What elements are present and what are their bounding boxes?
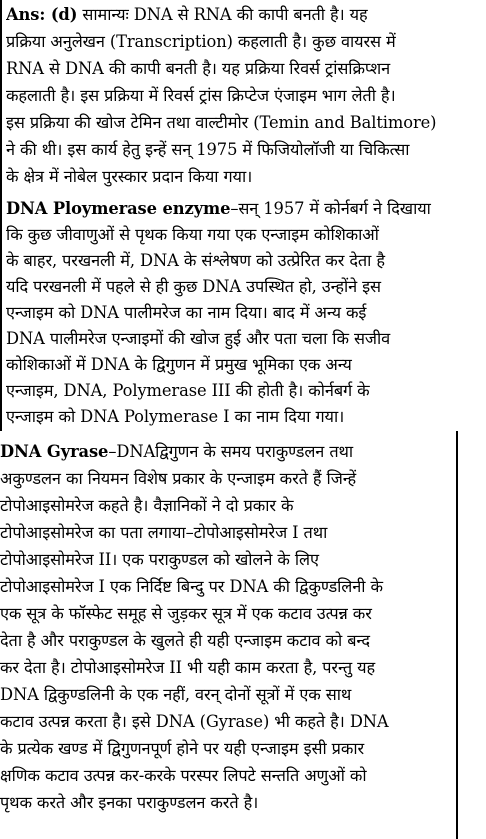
- text-line: [0, 439, 454, 465]
- gyrase-section: [0, 437, 456, 839]
- text-line: [6, 164, 462, 190]
- text-line: [6, 56, 462, 82]
- line-text: एन्जाइम, DNA, Polymerase III की होती है। कोर्नबर्ग के: [6, 381, 370, 400]
- text-line: [6, 352, 462, 378]
- line-text: ने की थी। इस कार्य हेतु इन्हें सन् 1975 में फिजियोलॉजी या चिकित्सा: [6, 140, 410, 159]
- text-line: [6, 2, 462, 28]
- text-line: [6, 300, 462, 326]
- line-text: DNA पालीमरेज एन्जाइमों की खोज हुई और पता चला कि सजीव: [6, 329, 391, 348]
- text-line: [0, 493, 454, 519]
- column-divider: [456, 431, 458, 839]
- line-text: एक सूत्र के फॉस्फेट समूह से जुड़कर सूत्र में एक कटाव उत्पन्न कर: [0, 604, 372, 623]
- text-line: [0, 466, 454, 492]
- line-text: एन्जाइम को DNA पालीमरेज का नाम दिया। बाद में अन्य कई: [6, 303, 367, 322]
- text-line: [0, 520, 454, 546]
- line-text: अकुण्डलन का नियमन विशेष प्रकार के एन्जाइम करते हैं जिन्हें: [0, 469, 357, 488]
- line-text: RNA से DNA की कापी बनती है। यह प्रक्रिया रिवर्स ट्रांसक्रिप्शन: [6, 59, 390, 78]
- text-line: [0, 763, 454, 789]
- line-text: टोपोआइसोमरेज का पता लगाया–टोपोआइसोमरेज I तथा: [0, 523, 328, 542]
- text-line: [0, 574, 454, 600]
- line-text: सामान्यः DNA से RNA की कापी बनती है। यह: [77, 5, 368, 24]
- line-text: क्षणिक कटाव उत्पन्न कर-करके परस्पर लिपटे सन्तति अणुओं को: [0, 766, 367, 785]
- text-line: [6, 222, 462, 248]
- line-text: यदि परखनली में पहले से ही कुछ DNA उपस्थित हो, उन्होंने इस: [6, 277, 381, 296]
- line-text: टोपोआइसोमरेज I एक निर्दिष्ट बिन्दु पर DNA की द्विकुण्डलिनी के: [0, 577, 383, 596]
- text-line: [6, 248, 462, 274]
- line-text: कोशिकाओं में DNA के द्विगुणन में प्रमुख भूमिका एक अन्य: [6, 355, 352, 374]
- line-text: कहलाती है। इस प्रक्रिया में रिवर्स ट्रांस क्रिप्टेज एंजाइम भाग लेती है।: [6, 86, 396, 105]
- text-line: [6, 110, 462, 136]
- line-text: पृथक करते और इनका पराकुण्डलन करते है।: [0, 793, 259, 812]
- section-heading: DNA Gyrase: [0, 442, 109, 461]
- line-text: के क्षेत्र में नोबेल पुरस्कार प्रदान किया गया।: [6, 167, 253, 186]
- line-text: प्रक्रिया अनुलेखन (Transcription) कहलाती है। कुछ वायरस में: [6, 32, 396, 51]
- line-text: कर देता है। टोपोआइसोमरेज II भी यही काम करता है, परन्तु यह: [0, 658, 376, 677]
- section-heading: DNA Ploymerase enzyme: [6, 199, 231, 218]
- line-text: DNA द्विकुण्डलिनी के एक नहीं, वरन् दोनों सूत्रों में एक साथ: [0, 685, 352, 704]
- line-text: कटाव उत्पन्न करता है। इसे DNA (Gyrase) भी कहते है। DNA: [0, 712, 389, 731]
- text-line: [6, 137, 462, 163]
- text-line: [0, 547, 454, 573]
- text-line: [0, 601, 454, 627]
- answer-section: [0, 0, 464, 191]
- text-line: [6, 274, 462, 300]
- text-line: [6, 29, 462, 55]
- line-text: टोपोआइसोमरेज कहते है। वैज्ञानिकों ने दो प्रकार के: [0, 496, 294, 515]
- polymerase-section: [0, 190, 464, 431]
- line-text: इस प्रक्रिया की खोज टेमिन तथा वाल्टीमोर (Temin and Baltimore): [6, 113, 437, 132]
- text-line: [0, 628, 454, 654]
- text-line: [0, 655, 454, 681]
- text-line: [6, 83, 462, 109]
- text-line: [6, 378, 462, 404]
- text-line: [6, 196, 462, 222]
- text-line: [6, 404, 462, 430]
- line-text: के बाहर, परखनली में, DNA के संश्लेषण को उत्प्रेरित कर देता है: [6, 251, 385, 270]
- answer-label: Ans: (d): [6, 5, 78, 24]
- text-line: [0, 790, 454, 816]
- line-text: कि कुछ जीवाणुओं से पृथक किया गया एक एन्जाइम कोशिकाओं: [6, 225, 379, 244]
- line-text: टोपोआइसोमरेज II। एक पराकुण्डल को खोलने के लिए: [0, 550, 319, 569]
- line-text: के प्रत्येक खण्ड में द्विगुणनपूर्ण होने पर यही एन्जाइम इसी प्रकार: [0, 739, 365, 758]
- line-text: –DNAद्विगुणन के समय पराकुण्डलन तथा: [108, 442, 354, 461]
- text-line: [0, 736, 454, 762]
- line-text: –सन् 1957 में कोर्नबर्ग ने दिखाया: [230, 199, 431, 218]
- text-line: [6, 326, 462, 352]
- line-text: एन्जाइम को DNA Polymerase I का नाम दिया गया।: [6, 407, 345, 426]
- text-line: [0, 682, 454, 708]
- line-text: देता है और पराकुण्डल के खुलते ही यही एन्जाइम कटाव को बन्द: [0, 631, 370, 650]
- text-line: [0, 709, 454, 735]
